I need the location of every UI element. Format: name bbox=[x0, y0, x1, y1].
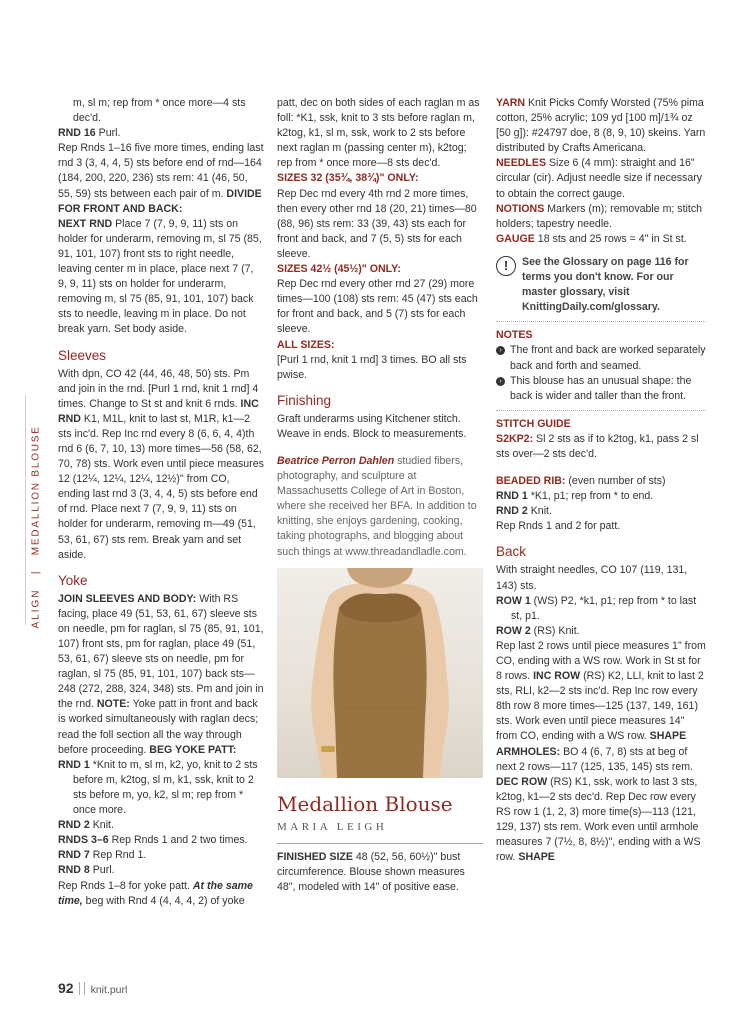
beaded-rib bbox=[496, 474, 706, 489]
product-photo bbox=[277, 568, 483, 778]
text: Knit Picks Comfy Worsted (75% pima cotton, 25% acrylic; 109 yd [100 m]/1¾ oz [50 g]): #24797 doe, 8 (8, 9, 10) skeins. Yarn distributed by Crafts Americana. bbox=[496, 97, 706, 155]
label-s2kp2: S2KP2: bbox=[496, 432, 534, 445]
text: (RS) K2, LLI, knit to last 2 sts, RLI, k2—2 sts inc'd. Rep Inc row every 8th row 8 more times—125 (137, 149, 161) sts. Work even until piece measures 14" from CO, ending with a WS row. bbox=[496, 670, 704, 743]
label-rnd8: RND 8 bbox=[58, 864, 90, 877]
text: Rep Rnds 1–16 five more times, ending last rnd 3 (3, 4, 4, 5) sts before end of rnd—164 (184, 200, 220, 236) sts rem: 41 (46, 50, 55, 59) sts between each pair of m. bbox=[58, 142, 264, 200]
label-gauge: GAUGE bbox=[496, 232, 535, 245]
label-next-rnd: NEXT RND bbox=[58, 217, 113, 230]
divider bbox=[277, 843, 483, 844]
glossary-text: See the Glossary on page 116 for terms you don't know. For our master glossary, visit KnittingDaily.com/glossary. bbox=[522, 255, 689, 314]
text: This blouse has an unusual shape: the back is wider and taller than the front. bbox=[510, 374, 692, 402]
text: *Knit to m, sl m, k2, yo, knit to 2 sts before m, k2tog, sl m, k1, ssk, knit to 2 sts before m, yo, k2, sl m; rep from * once more. bbox=[73, 758, 258, 817]
column-1 bbox=[58, 96, 264, 909]
paragraph-sizes-42: Rep Dec rnd every other rnd 27 (29) more times—100 (108) sts rem: 45 (47) sts each for front and back, and 5 (7) sts for each sleeve. bbox=[277, 278, 478, 336]
beaded-rep: Rep Rnds 1 and 2 for patt. bbox=[496, 520, 621, 533]
text: K1, M1L, knit to last st, M1R, k1—2 sts inc'd. Rep Inc rnd every 8 (6, 6, 4, 4)th rnd 6 (6, 7, 10, 13) more times—56 (58, 62, 70, 78) sts. Work even until piece measures 12 (12¼, 12¼, 12¼, 12½)" from CO, ending last rnd 3 (3, 4, 4, 5) sts before end of rnd. Place next 7 (7, 9, 9, 11) sts on holder for underarm, removing m—49 (51, 53, 61, 67) sts rem. Break yarn and set aside. bbox=[58, 412, 264, 561]
label-shape-armholes: SHAPE ARMHOLES: bbox=[496, 730, 687, 758]
finished-size bbox=[277, 850, 483, 895]
rnds3-6 bbox=[58, 833, 264, 848]
label-divide: DIVIDE FOR FRONT AND BACK: bbox=[58, 187, 262, 215]
text: (RS) K1, ssk, work to last 3 sts, k2tog, k1—2 sts dec'd. Rep Dec row every RS row 1 (1, 2, 3) more time(s)—113 (121, 129, 137) sts rem. Work even until armhole measures 7 (7½, 8, 8½)", ending with a WS row. bbox=[496, 775, 701, 864]
label-rnd7: RND 7 bbox=[58, 849, 90, 862]
label-beg-yoke: BEG YOKE PATT: bbox=[149, 743, 237, 756]
back-row2 bbox=[496, 624, 706, 639]
text: *K1, p1; rep from * to end. bbox=[527, 490, 654, 503]
back-paragraph bbox=[496, 639, 706, 865]
note-item bbox=[496, 343, 706, 373]
paragraph-divide bbox=[58, 141, 264, 216]
text: Size 6 (4 mm): straight and 16" circular (cir). Adjust needle size if necessary to obtain the correct gauge. bbox=[496, 157, 703, 200]
bio-name: Beatrice Perron Dahlen bbox=[277, 454, 395, 467]
rnd16 bbox=[58, 126, 264, 141]
pattern-author: MARIA LEIGH bbox=[277, 820, 388, 833]
text: 18 sts and 25 rows = 4" in St st. bbox=[534, 232, 687, 245]
divider bbox=[496, 410, 706, 411]
column-2 bbox=[277, 96, 483, 895]
divider bbox=[496, 321, 706, 322]
label-rnd1: RND 1 bbox=[58, 758, 90, 771]
magazine-name: knit.purl bbox=[90, 984, 128, 996]
s2kp2 bbox=[496, 432, 706, 462]
label-notions: NOTIONS bbox=[496, 202, 545, 215]
label-rnd16: RND 16 bbox=[58, 127, 96, 140]
text: Place 7 (7, 9, 9, 11) sts on holder for underarm, removing m, sl 75 (85, 91, 101, 107) front sts to right needle, leaving center m in place, place next 7 (7, 9, 9, 11) sts on holder for underarm, removing m, sl 75 (85, 91, 101, 107) back sts to needle, leaving m in place. Do not break yarn. Set body aside. bbox=[58, 217, 262, 336]
designer-bio bbox=[277, 454, 483, 560]
notes-heading: NOTES bbox=[496, 329, 533, 342]
text: beg with Rnd 4 (4, 4, 4, 2) of yoke bbox=[82, 894, 245, 907]
label-note: NOTE: bbox=[96, 698, 130, 711]
text: Rep Rnd 1. bbox=[89, 849, 147, 862]
paragraph-yoke bbox=[58, 592, 264, 758]
label-shape: SHAPE bbox=[518, 851, 555, 864]
text: Knit. bbox=[527, 505, 552, 518]
bio-text: studied fibers, photography, and sculpture at Massachusetts College of Art in Boston, where she received her BFA. In addition to knitting, she enjoys gardening, cooking, taking photographs, and blogging about such things at www.threadandladle.com. bbox=[277, 454, 477, 558]
text: With dpn, CO 42 (44, 46, 48, 50) sts. Pm and join in the rnd. [Purl 1 rnd, knit 1 rnd] 4 times. Change to St st and knit 6 rnds. bbox=[58, 367, 259, 410]
sleeves-heading: Sleeves bbox=[58, 347, 107, 363]
yarn bbox=[496, 96, 706, 156]
side-label-text: ALIGN | MEDALLION BLOUSE bbox=[30, 425, 42, 629]
footer-separator bbox=[79, 982, 85, 995]
label-finished-size: FINISHED SIZE bbox=[277, 850, 353, 863]
emphasis-same-time: At the same time, bbox=[58, 879, 253, 907]
label-inc-rnd: INC RND bbox=[58, 397, 259, 425]
label-all-sizes: ALL SIZES: bbox=[277, 338, 335, 351]
text: Purl. bbox=[89, 864, 115, 877]
page-footer bbox=[58, 980, 127, 996]
text: (RS) Knit. bbox=[530, 624, 580, 637]
rnd8 bbox=[58, 863, 264, 878]
text: Rep last 2 rows until piece measures 1" from CO, ending with a WS row. Work in St st for 8 rows. bbox=[496, 639, 706, 683]
paragraph-sizes-32: Rep Dec rnd every 4th rnd 2 more times, then every other rnd 18 (20, 21) times—80 (88, 96) sts rem: 33 (39, 43) sts each for front and back, and 7 (5, 5) sts for each sleeve. bbox=[277, 187, 477, 260]
text: Sl 2 sts as if to k2tog, k1, pass 2 sl sts over—2 sts dec'd. bbox=[496, 432, 699, 460]
text: Rep Rnds 1 and 2 two times. bbox=[108, 834, 248, 847]
text: Markers (m); removable m; stitch holders; tapestry needle. bbox=[496, 202, 703, 230]
label-row2: ROW 2 bbox=[496, 624, 531, 637]
text: The front and back are worked separately back and forth and seamed. bbox=[510, 344, 706, 372]
notions bbox=[496, 202, 706, 232]
label-yarn: YARN bbox=[496, 97, 526, 109]
text: Purl. bbox=[95, 127, 121, 140]
finishing-heading: Finishing bbox=[277, 392, 332, 408]
blouse-illustration bbox=[277, 568, 483, 778]
label-dec-row: DEC ROW bbox=[496, 775, 548, 788]
label-inc-row: INC ROW bbox=[533, 670, 581, 683]
text: BO 4 (6, 7, 8) sts at beg of next 2 rows—117 (125, 135, 145) sts rem. bbox=[496, 745, 694, 773]
glossary-callout bbox=[496, 255, 706, 315]
label-needles: NEEDLES bbox=[496, 157, 547, 170]
paragraph-rep bbox=[58, 879, 264, 909]
rnd2 bbox=[58, 818, 264, 833]
paragraph-dec: patt, dec on both sides of each raglan m as foll: *K1, ssk, knit to 3 sts before raglan m, k2tog, k1, sl m, ssk, work to 2 sts before next raglan m (passing center m), k2tog; rep from * once more—8 sts dec'd. bbox=[277, 97, 480, 170]
label-rnd1: RND 1 bbox=[496, 490, 528, 503]
label-sizes-42: SIZES 42½ (45½)" ONLY: bbox=[277, 263, 401, 276]
arrow-bullet-icon: › bbox=[496, 377, 505, 386]
side-title: MEDALLION BLOUSE bbox=[30, 425, 42, 556]
text: Knit. bbox=[89, 819, 114, 832]
exclamation-icon: ! bbox=[496, 256, 516, 276]
back-row1 bbox=[496, 594, 706, 624]
paragraph-sleeves bbox=[58, 367, 264, 563]
gauge bbox=[496, 232, 706, 247]
label-rnd2: RND 2 bbox=[496, 505, 528, 518]
text: With RS facing, place 49 (51, 53, 61, 67) sleeve sts on needle, pm for raglan, sl 75 (85, 91, 101, 107) front sts, pm for raglan, place 49 (51, 53, 61, 67) sleeve sts on needle, pm for raglan, sl 75 (85, 91, 101, 107) back sts—248 (272, 288, 324, 348) sts. Pm and join in the rnd. bbox=[58, 592, 264, 711]
label-sizes-32: SIZES 32 (35¾, 38¾)" ONLY: bbox=[277, 172, 419, 185]
paragraph-next-rnd bbox=[58, 217, 264, 338]
label-rnds3-6: RNDS 3–6 bbox=[58, 834, 109, 847]
beaded-rnd1 bbox=[496, 489, 706, 504]
text: (even number of sts) bbox=[565, 475, 666, 488]
rnd7 bbox=[58, 848, 264, 863]
label-beaded-rib: BEADED RIB: bbox=[496, 475, 566, 488]
text: 48 (52, 56, 60½)" bust circumference. Blouse shown measures 48", modeled with 14" of positive ease. bbox=[277, 850, 465, 893]
back-heading: Back bbox=[496, 544, 527, 560]
page-number: 92 bbox=[58, 980, 74, 996]
pattern-title: Medallion Blouse bbox=[277, 791, 453, 816]
label-row1: ROW 1 bbox=[496, 594, 531, 607]
column-3 bbox=[496, 96, 706, 865]
note-item bbox=[496, 374, 706, 404]
rnd1 bbox=[58, 758, 264, 818]
paragraph-all-sizes: [Purl 1 rnd, knit 1 rnd] 3 times. BO all sts pwise. bbox=[277, 353, 467, 381]
arrow-bullet-icon: › bbox=[496, 346, 505, 355]
text: Rep Rnds 1–8 for yoke patt. bbox=[58, 879, 193, 892]
beaded-rnd2 bbox=[496, 504, 706, 519]
side-align: ALIGN bbox=[30, 588, 42, 629]
label-join: JOIN SLEEVES AND BODY: bbox=[58, 592, 197, 605]
side-label bbox=[25, 395, 42, 629]
yoke-heading: Yoke bbox=[58, 572, 88, 588]
text: (WS) P2, *k1, p1; rep from * to last st, p1. bbox=[511, 594, 697, 622]
text: Yoke patt in front and back is worked simultaneously with raglan decs; read the foll section all the way through before proceeding. bbox=[58, 698, 259, 756]
label-rnd2: RND 2 bbox=[58, 819, 90, 832]
stitch-guide-heading: STITCH GUIDE bbox=[496, 417, 571, 430]
paragraph-finishing: Graft underarms using Kitchener stitch. Weave in ends. Block to measurements. bbox=[277, 412, 467, 440]
text-line: m, sl m; rep from * once more—4 sts dec'd. bbox=[73, 97, 246, 125]
back-co: With straight needles, CO 107 (119, 131, 143) sts. bbox=[496, 564, 688, 592]
needles bbox=[496, 156, 706, 201]
